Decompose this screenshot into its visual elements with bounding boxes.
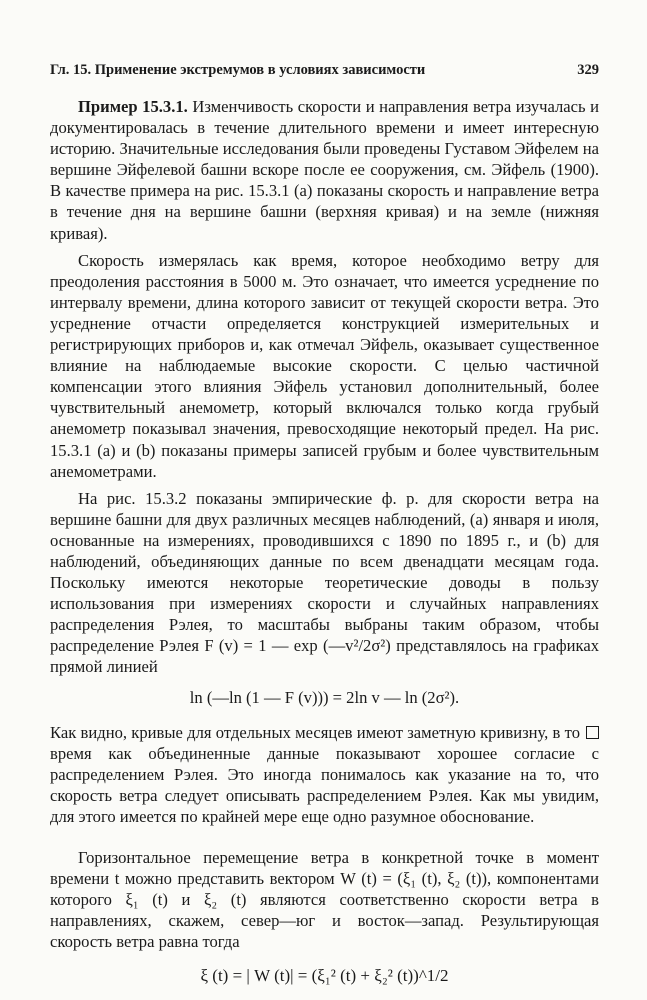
running-header <box>50 62 599 79</box>
example-text: Изменчивость скорости и направления ветра изучалась и документировалась в течение длительного времени и имеет интересную историю. Значительные исследования были проведены Густавом Эйфелем на вершине Эйфелевой башни вскоре после ее сооружения, см. Эйфель (1900). В качестве примера на рис. 15.3.1 (а) показаны скорость и направление ветра в течение дня на вершине башни (верхняя кривая) и на земле (нижняя кривая). <box>50 97 599 243</box>
paragraph-measurement: Скорость измерялась как время, которое необходимо ветру для преодоления расстояния в 5000 м. Это означает, что имеется усреднение по интервалу времени, длина которого зависит от текущей скорости ветра. Это усреднение отчасти определяется конструкцией измерительных и регистрирующих приборов и, как отмечал Эйфель, оказывает существенное влияние на наблюдаемые высокие скорости. С целью частичной компенсации этого влияния Эйфель установил дополнительный, более чувствительный анемометр, который включался только когда грубый анемометр показывал значения, превосходящие некоторый предел. На рис. 15.3.1 (а) и (b) показаны примеры записей грубым и более чувствительным анемометрами. <box>50 250 599 481</box>
formula-rayleigh-line: ln (—ln (1 — F (v))) = 2ln v — ln (2σ²). <box>189 687 460 707</box>
paragraph-conclusion <box>50 722 599 827</box>
conclusion-text: Как видно, кривые для отдельных месяцев имеют заметную кривизну, в то время как объединенные данные показывают хорошее согласие с распределением Рэлея. Это иногда понималось как указание на то, что скорость ветра следует описывать распределением Рэлея. Как мы увидим, для этого имеется по крайней мере еще одно разумное обоснование. <box>50 722 599 826</box>
paragraph-wind-vector: Горизонтальное перемещение ветра в конкретной точке в момент времени t можно представить вектором W (t) = (ξ₁ (t), ξ₂ (t)), компонентами которого ξ₁ (t) и ξ₂ (t) являются соответственно скорости ветра в направлениях, скажем, север—юг и восток—запад. Результирующая скорость ветра равна тогда <box>50 848 599 952</box>
end-of-example-icon <box>586 726 599 739</box>
chapter-title: Гл. 15. Применение экстремумов в условиях зависимости <box>50 62 426 78</box>
example-label: Пример 15.3.1. <box>78 97 188 116</box>
page-number: 329 <box>577 62 599 78</box>
paragraph-example <box>50 96 599 244</box>
formula-wind-speed: ξ (t) = | W (t)| = (ξ₁² (t) + ξ₂² (t))^1/2 <box>200 965 449 985</box>
paragraph-figure: На рис. 15.3.2 показаны эмпирические ф. р. для скорости ветра на вершине башни для двух различных месяцев наблюдений, (а) января и июля, основанные на измерениях, проводившихся с 1890 по 1895 г., и (b) для наблюдений, объединяющих данные по всем двенадцати месяцам года. Поскольку имеются некоторые теоретические доводы в пользу использования при измерениях скорости и случайных направлениях распределения Рэлея, то масштабы выбраны таким образом, чтобы распределение Рэлея F (v) = 1 — exp (—v²/2σ²) представлялось на графиках прямой линией <box>50 488 599 677</box>
page-body <box>50 96 599 986</box>
